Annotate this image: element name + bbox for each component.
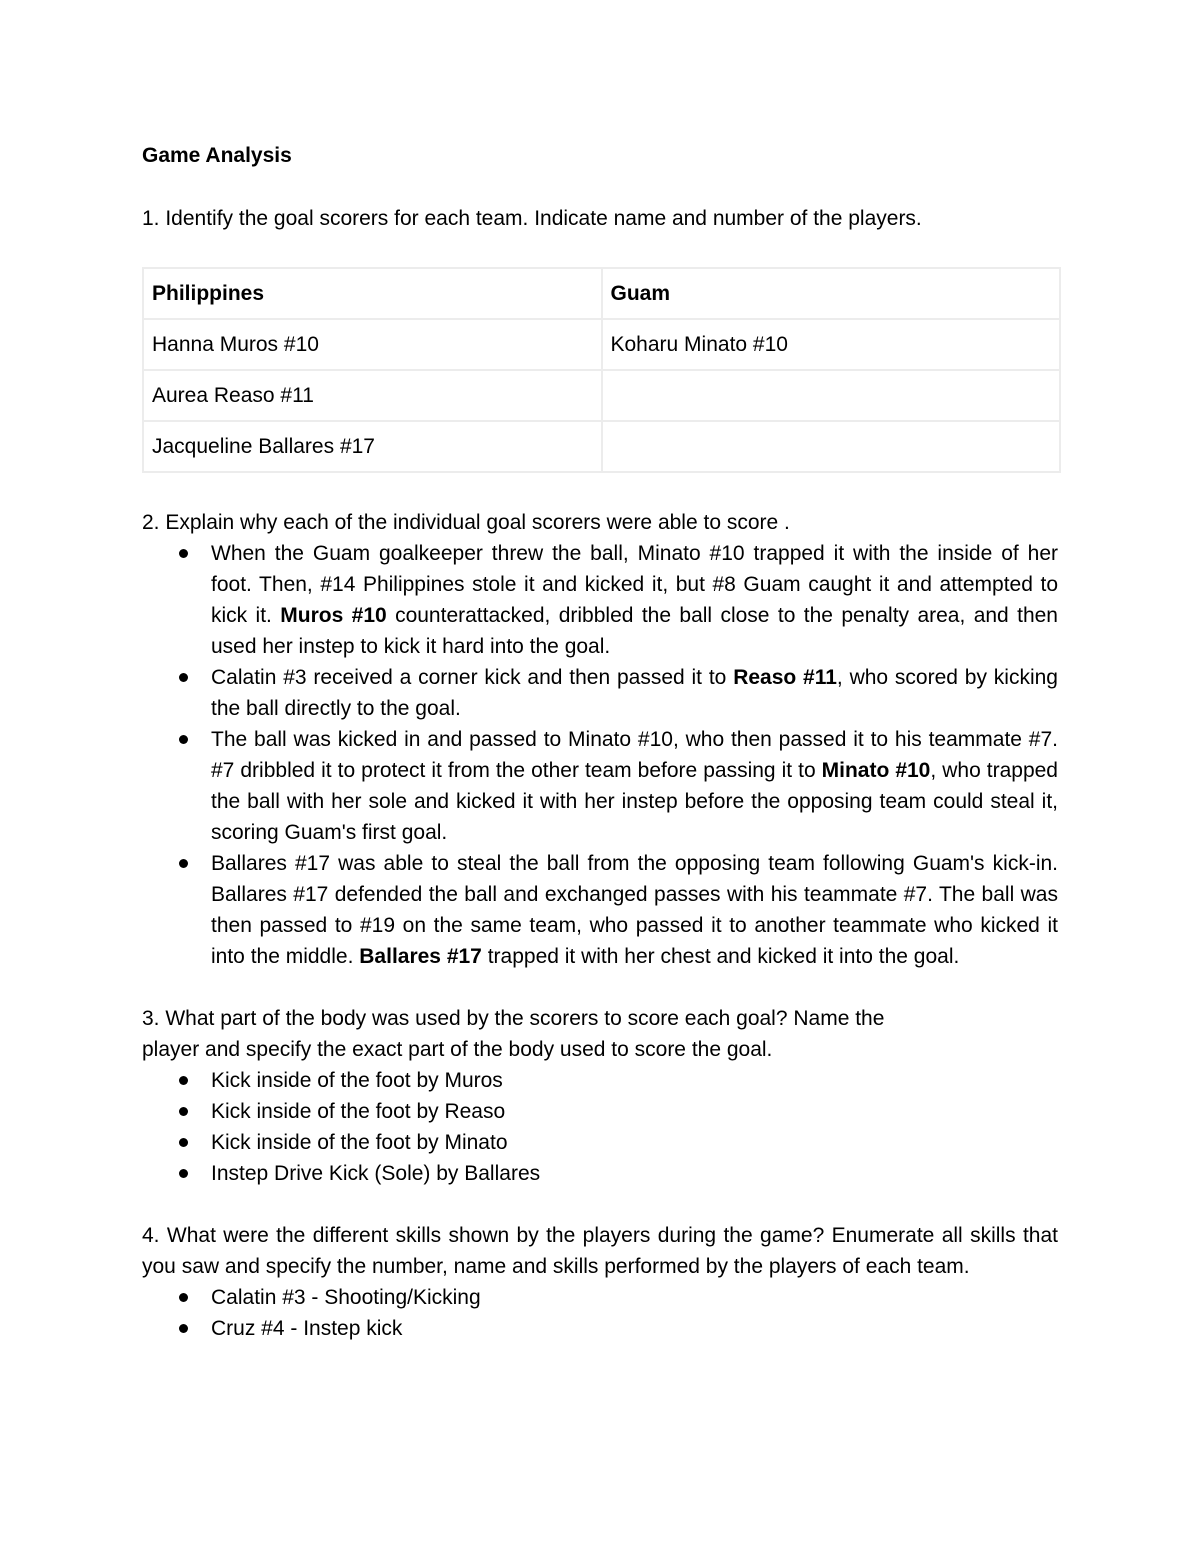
list-item-text: Kick inside of the foot by Minato (211, 1131, 508, 1154)
list-item (142, 1065, 1058, 1096)
skills-list (142, 1282, 1058, 1344)
body-parts-list (142, 1065, 1058, 1189)
bullet-icon (179, 1293, 188, 1302)
list-item-text: Calatin #3 - Shooting/Kicking (211, 1286, 481, 1309)
bullet-icon (179, 859, 188, 868)
scorer-name: Minato #10 (821, 759, 931, 782)
scorer-name: Muros #10 (280, 604, 387, 627)
table-cell (602, 421, 1061, 472)
bullet-icon (179, 1324, 188, 1333)
question-1: 1. Identify the goal scorers for each team. Indicate name and number of the players. (142, 207, 922, 230)
bullet-icon (179, 1169, 188, 1178)
question-3-line-2: player and specify the exact part of the body used to score the goal. (142, 1038, 773, 1061)
list-item (142, 848, 1058, 972)
goal-explanations-list (142, 538, 1058, 972)
question-3 (142, 1003, 1058, 1065)
list-item (142, 1282, 1058, 1313)
header-guam: Guam (602, 268, 1061, 319)
list-item-text: When the Guam goalkeeper threw the ball, Minato #10 trapped it with the inside of her foot. Then, #14 Philippines stole it and kicked it, but #8 Guam caught it and attempted to kick it. (211, 542, 1058, 627)
bullet-icon (179, 735, 188, 744)
list-item-text: counterattacked, dribbled the ball close to the penalty area, and then used her instep to kick it hard into the goal. (211, 604, 1058, 658)
table-row (143, 370, 1060, 421)
header-philippines: Philippines (143, 268, 602, 319)
table-row (143, 319, 1060, 370)
table-cell (602, 370, 1061, 421)
list-item-text: Ballares #17 was able to steal the ball from the opposing team following Guam's kick-in. Ballares #17 defended the ball and exchanged passes with his teammate #7. The ball was then passed to #19 on the same team, who passed it to another teammate who kicked it into the middle. (211, 852, 1058, 968)
list-item-text: , who scored by kicking the ball directly to the goal. (211, 666, 1058, 720)
list-item (142, 724, 1058, 848)
list-item-text: Kick inside of the foot by Reaso (211, 1100, 506, 1123)
bullet-icon (179, 673, 188, 682)
list-item-text: Instep Drive Kick (Sole) by Ballares (211, 1162, 541, 1185)
list-item (142, 538, 1058, 662)
list-item-text: trapped it with her chest and kicked it into the goal. (481, 945, 960, 968)
table-header-row (143, 268, 1060, 319)
bullet-icon (179, 1138, 188, 1147)
table-cell: Koharu Minato #10 (602, 319, 1061, 370)
question-4: 4. What were the different skills shown by the players during the game? Enumerate all skills that you saw and specify the number, name and skills performed by the players of each team. (142, 1224, 1058, 1278)
scorer-name: Ballares #17 (359, 945, 482, 968)
list-item (142, 1096, 1058, 1127)
list-item (142, 662, 1058, 724)
goal-scorers-table (142, 267, 1061, 473)
bullet-icon (179, 549, 188, 558)
table-cell: Jacqueline Ballares #17 (143, 421, 602, 472)
scorer-name: Reaso #11 (733, 666, 837, 689)
question-2: 2. Explain why each of the individual goal scorers were able to score . (142, 511, 790, 534)
list-item-text: Kick inside of the foot by Muros (211, 1069, 503, 1092)
question-3-line-1: 3. What part of the body was used by the scorers to score each goal? Name the (142, 1007, 885, 1030)
document-title: Game Analysis (142, 144, 292, 167)
table-row (143, 421, 1060, 472)
bullet-icon (179, 1076, 188, 1085)
table-cell: Hanna Muros #10 (143, 319, 602, 370)
list-item-text: Calatin #3 received a corner kick and then passed it to (211, 666, 734, 689)
bullet-icon (179, 1107, 188, 1116)
list-item (142, 1313, 1058, 1344)
table-cell: Aurea Reaso #11 (143, 370, 602, 421)
list-item (142, 1158, 1058, 1189)
list-item (142, 1127, 1058, 1158)
list-item-text: , who trapped the ball with her sole and kicked it with her instep before the opposing team could steal it, scoring Guam's first goal. (211, 759, 1058, 844)
list-item-text: The ball was kicked in and passed to Minato #10, who then passed it to his teammate #7. #7 dribbled it to protect it from the other team before passing it to (211, 728, 1058, 782)
list-item-text: Cruz #4 - Instep kick (211, 1317, 403, 1340)
